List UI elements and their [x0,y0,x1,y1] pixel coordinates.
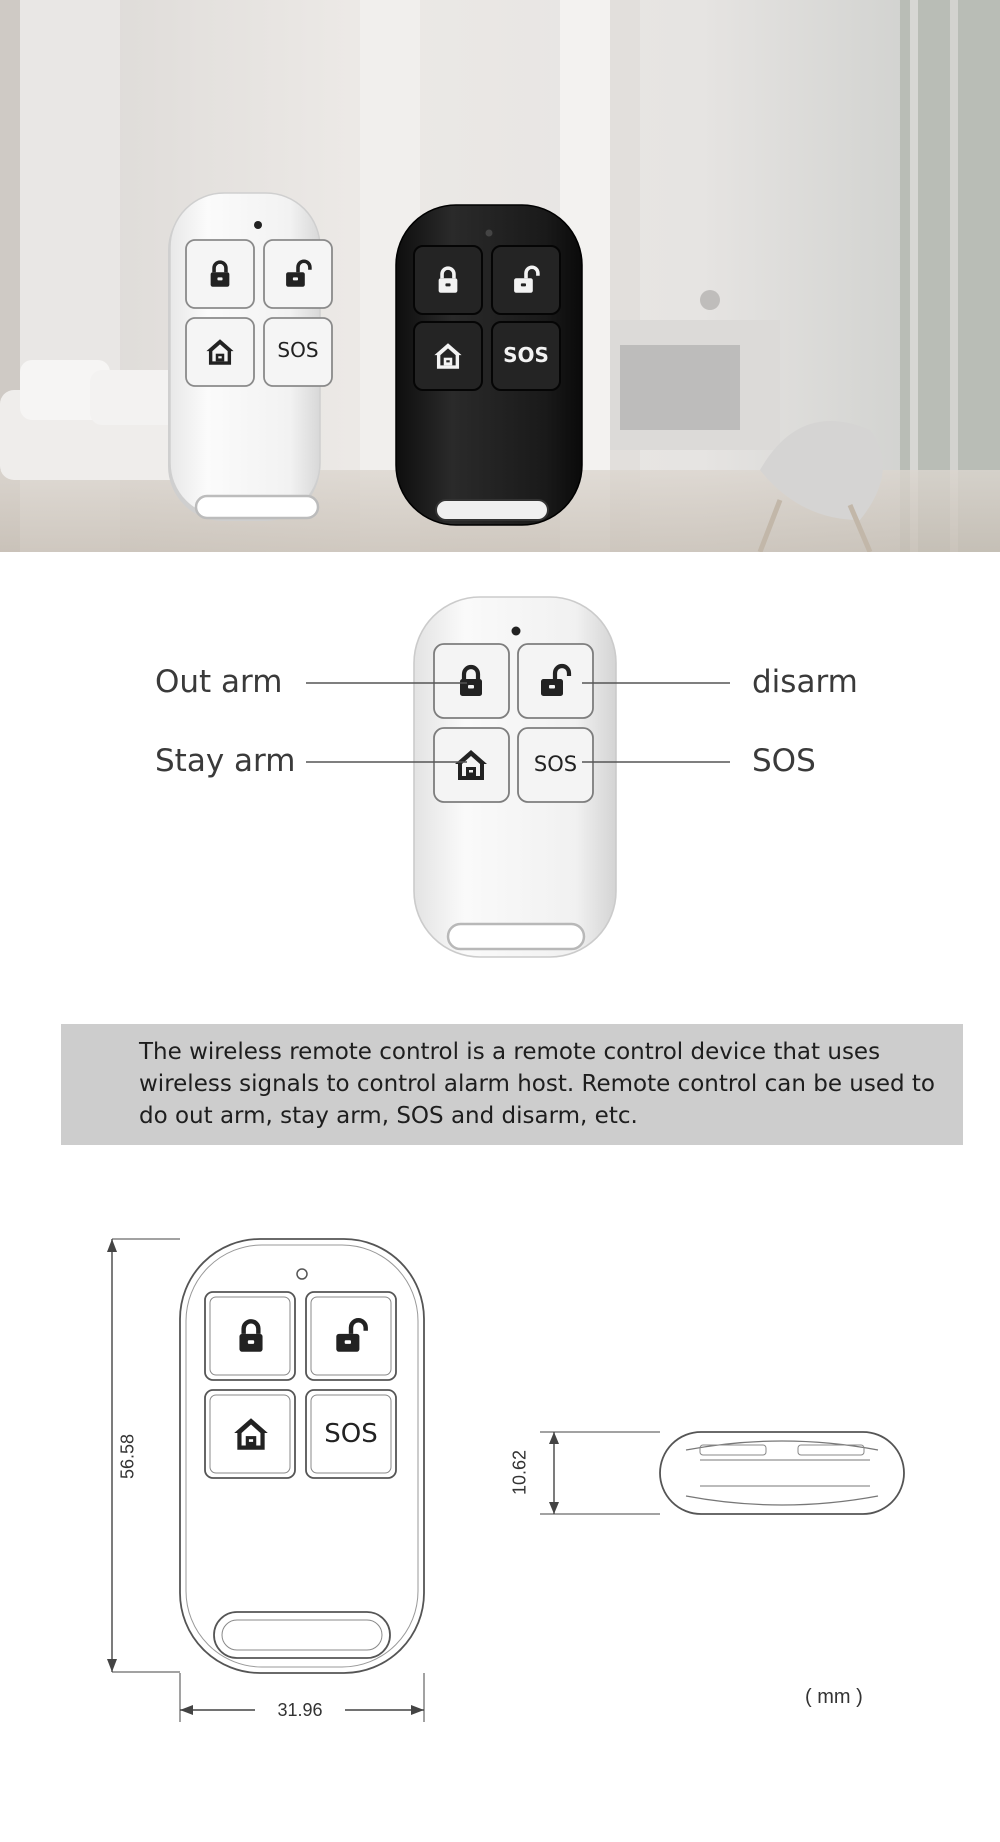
unit-label: ( mm ) [805,1686,863,1708]
hero-white-sos-label: SOS [277,338,319,362]
height-dimension: 56.58 [117,1433,138,1480]
dimension-drawing [0,1160,1000,1842]
hero-black-sos-label: SOS [503,343,549,367]
width-dimension: 31.96 [277,1700,323,1720]
label-out-arm: Out arm [155,664,283,700]
diagram-fob [0,552,1000,1022]
label-sos: SOS [752,743,816,779]
description-text: The wireless remote control is a remote control device that uses wireless signals to control alarm host. Remote control can be used to do out arm, stay arm, SOS and disarm, etc. [139,1039,935,1129]
diagram-sos-button-label: SOS [533,752,578,776]
thickness-dimension: 10.62 [509,1449,530,1496]
hero-product-photo [0,0,1000,552]
label-disarm: disarm [752,664,858,700]
hero-scene [0,0,1000,552]
label-stay-arm: Stay arm [155,743,296,779]
tech-sos-button-label: SOS [324,1419,378,1449]
description-banner [61,1024,963,1145]
button-function-diagram [0,552,1000,1022]
dimension-lines [0,1160,1000,1842]
